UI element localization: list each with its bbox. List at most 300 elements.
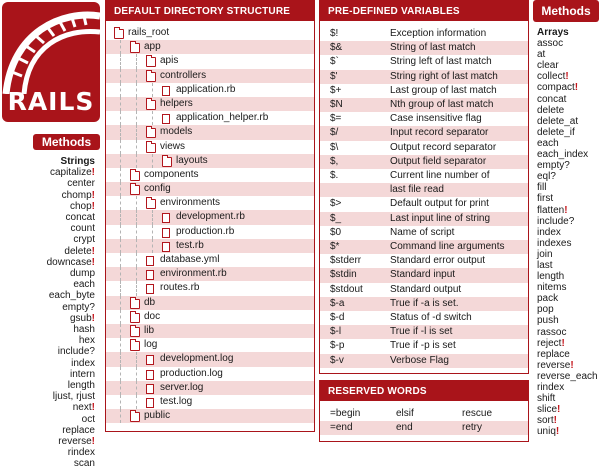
- tree-item-name: helpers: [160, 97, 193, 109]
- tree-item-name: config: [144, 183, 171, 195]
- array-method-item: [537, 349, 600, 360]
- method-name: at: [537, 49, 546, 61]
- folder-icon: [130, 412, 140, 422]
- tree-item-name: development.log: [160, 353, 234, 365]
- array-method-item: [537, 238, 600, 249]
- method-name: sort: [537, 415, 554, 427]
- directory-tree: [106, 21, 314, 423]
- variable-description: Standard output: [390, 283, 462, 295]
- variables-panel-title: PRE-DEFINED VARIABLES: [320, 1, 528, 21]
- variable-row: [320, 354, 528, 368]
- reserved-words-panel: [319, 380, 529, 442]
- string-method-item: [0, 458, 95, 469]
- variables-panel: [319, 0, 529, 374]
- string-method-item: [0, 313, 95, 324]
- method-name: chop: [69, 200, 92, 212]
- variable-name: $-p: [330, 340, 345, 352]
- variable-description: Output field separator: [390, 155, 487, 167]
- variable-description: Current line number of: [390, 170, 490, 182]
- string-method-item: [0, 234, 95, 245]
- variable-name: $.: [330, 170, 339, 182]
- array-method-item: [537, 116, 600, 127]
- string-method-item: [0, 335, 95, 346]
- string-method-item: [0, 257, 95, 268]
- string-method-item: [0, 178, 95, 189]
- tree-item-name: database.yml: [160, 254, 220, 265]
- tree-item-name: lib: [144, 324, 155, 336]
- method-name: include?: [537, 215, 575, 227]
- method-name: push: [537, 315, 559, 327]
- tree-item-name: views: [160, 140, 186, 152]
- variable-description: Last input line of string: [390, 212, 491, 224]
- bang-mark: !: [561, 337, 565, 349]
- variable-description: Input record separator: [390, 127, 489, 139]
- reserved-word: =end: [330, 422, 353, 433]
- array-method-item: [537, 193, 600, 204]
- folder-icon: [130, 43, 140, 53]
- variable-row: [320, 70, 528, 84]
- method-name: pop: [537, 304, 554, 316]
- array-method-item: [537, 293, 600, 304]
- variable-description: Name of script: [390, 226, 455, 238]
- rails-arch-icon: [2, 2, 100, 94]
- file-icon: [146, 284, 154, 294]
- string-method-item: [0, 190, 95, 201]
- method-name: intern: [69, 368, 95, 380]
- method-name: index: [71, 357, 95, 369]
- file-icon: [162, 228, 170, 238]
- tree-item-name: environment.rb: [160, 268, 227, 280]
- variable-name: $stdin: [330, 269, 357, 281]
- string-method-item: [0, 201, 95, 212]
- tree-row: [106, 395, 314, 409]
- method-name: reverse_each: [537, 370, 598, 382]
- method-name: replace: [537, 348, 570, 360]
- method-name: capitalize: [49, 167, 92, 179]
- method-name: pack: [537, 293, 559, 305]
- bang-mark: !: [564, 204, 568, 216]
- method-name: rassoc: [537, 326, 567, 338]
- variable-row: [320, 41, 528, 55]
- tree-item-name: components: [144, 168, 199, 180]
- logo-text: RAILS: [7, 87, 95, 116]
- bang-mark: !: [91, 167, 95, 179]
- directory-panel-title: DEFAULT DIRECTORY STRUCTURE: [106, 1, 314, 21]
- folder-icon: [130, 185, 140, 195]
- tree-item-name: app: [144, 41, 161, 53]
- folder-icon: [162, 157, 172, 167]
- method-name: uniq: [537, 426, 556, 438]
- string-methods-list: [0, 156, 95, 470]
- folder-icon: [114, 29, 124, 39]
- bang-mark: !: [91, 200, 95, 212]
- file-icon: [146, 270, 154, 280]
- folder-icon: [130, 299, 140, 309]
- method-name: delete_if: [537, 126, 575, 138]
- bang-mark: !: [91, 312, 95, 324]
- reserved-word: elsif: [396, 408, 414, 419]
- tree-item-name: doc: [144, 310, 161, 322]
- tree-row: [106, 381, 314, 395]
- variable-name: $_: [330, 212, 342, 224]
- reserved-row: [320, 421, 528, 435]
- reserved-word: =begin: [330, 408, 361, 419]
- variable-row: [320, 226, 528, 240]
- variable-row: [320, 311, 528, 325]
- variable-description: Last group of last match: [390, 84, 497, 96]
- string-method-item: [0, 279, 95, 290]
- method-name: concat: [65, 212, 95, 224]
- variable-row: [320, 339, 528, 353]
- variable-description: True if -p is set: [390, 340, 456, 352]
- method-name: hash: [73, 324, 95, 336]
- tree-item-name: public: [144, 410, 171, 422]
- tree-row: [106, 324, 314, 338]
- tree-row: [106, 253, 314, 267]
- array-methods-list: [537, 27, 600, 437]
- method-name: empty?: [537, 160, 570, 172]
- string-method-item: [0, 246, 95, 257]
- variable-row: [320, 27, 528, 41]
- directory-panel: [105, 0, 315, 432]
- array-method-item: [537, 327, 600, 338]
- variable-description: String of last match: [390, 42, 476, 54]
- folder-icon: [130, 171, 140, 181]
- tree-item-name: server.log: [160, 381, 204, 393]
- array-method-item: [537, 338, 600, 349]
- bang-mark: !: [91, 245, 95, 257]
- string-method-item: [0, 223, 95, 234]
- folder-icon: [146, 143, 156, 153]
- array-method-item: [537, 94, 600, 105]
- variable-name: $-d: [330, 312, 345, 324]
- tree-row: [106, 210, 314, 224]
- method-name: last: [537, 259, 553, 271]
- method-name: first: [537, 193, 554, 205]
- rails-logo: [2, 2, 100, 122]
- method-name: flatten: [537, 204, 565, 216]
- variable-name: $N: [330, 99, 343, 111]
- file-icon: [146, 355, 154, 365]
- string-method-item: [0, 402, 95, 413]
- file-icon: [162, 242, 170, 252]
- array-method-item: [537, 249, 600, 260]
- tree-row: [106, 267, 314, 281]
- array-method-item: [537, 49, 600, 60]
- bang-mark: !: [91, 256, 95, 268]
- tree-row: [106, 367, 314, 381]
- tree-item-name: models: [160, 126, 193, 138]
- variable-row: [320, 212, 528, 226]
- array-method-item: [537, 393, 600, 404]
- bang-mark: !: [557, 404, 561, 416]
- tree-item-name: environments: [160, 197, 221, 209]
- string-method-item: [0, 212, 95, 223]
- method-name: join: [537, 248, 553, 260]
- tree-row: [106, 196, 314, 210]
- variable-description: Standard error output: [390, 255, 486, 267]
- bang-mark: !: [91, 402, 95, 414]
- array-method-item: [537, 315, 600, 326]
- method-name: replace: [62, 424, 95, 436]
- method-name: compact: [537, 82, 575, 94]
- bang-mark: !: [91, 436, 95, 448]
- variable-name: $': [330, 70, 338, 82]
- method-name: length: [67, 380, 95, 392]
- method-name: slice: [537, 404, 558, 416]
- reserved-word: rescue: [462, 408, 493, 419]
- string-method-item: [0, 436, 95, 447]
- array-methods-heading: Arrays: [537, 27, 569, 38]
- array-method-item: [537, 38, 600, 49]
- method-name: include?: [57, 346, 95, 358]
- variable-name: [320, 183, 390, 197]
- string-method-item: [0, 290, 95, 301]
- reserved-word: retry: [462, 422, 482, 433]
- tree-row: [106, 140, 314, 154]
- tree-row: [106, 239, 314, 253]
- array-method-item: [537, 382, 600, 393]
- variable-description: Standard input: [390, 269, 456, 281]
- folder-icon: [146, 100, 156, 110]
- array-method-item: [537, 205, 600, 216]
- array-method-item: [537, 160, 600, 171]
- tree-row: [106, 26, 314, 40]
- method-name: eql?: [537, 171, 556, 183]
- method-name: scan: [73, 458, 95, 470]
- variable-description: True if -l is set: [390, 326, 453, 338]
- string-method-item: [0, 346, 95, 357]
- variable-row: [320, 197, 528, 211]
- tree-item-name: production.log: [160, 367, 223, 379]
- tree-row: [106, 83, 314, 97]
- method-name: concat: [537, 93, 567, 105]
- folder-icon: [146, 199, 156, 209]
- array-method-item: [537, 149, 600, 160]
- string-method-item: [0, 391, 95, 402]
- array-method-item: [537, 371, 600, 382]
- tree-row: [106, 338, 314, 352]
- method-name: length: [537, 271, 565, 283]
- variable-description: True if -a is set.: [390, 297, 459, 309]
- folder-icon: [130, 313, 140, 323]
- array-method-item: [537, 282, 600, 293]
- variable-name: $+: [330, 84, 342, 96]
- reserved-row: [320, 407, 528, 421]
- method-name: reverse: [58, 436, 92, 448]
- variable-description: Nth group of last match: [390, 99, 494, 111]
- variable-name: $stderr: [330, 255, 362, 267]
- method-name: dump: [69, 268, 95, 280]
- tree-item-name: log: [144, 339, 158, 351]
- folder-icon: [130, 341, 140, 351]
- tree-row: [106, 182, 314, 196]
- string-method-item: [0, 414, 95, 425]
- variable-name: $!: [330, 28, 339, 39]
- array-method-item: [537, 216, 600, 227]
- array-method-item: [537, 360, 600, 371]
- tree-row: [106, 69, 314, 83]
- bang-mark: !: [553, 415, 558, 427]
- method-name: chomp: [61, 189, 92, 201]
- tree-item-name: test.log: [160, 395, 193, 407]
- variable-row: [320, 240, 528, 254]
- tree-item-name: rails_root: [128, 27, 170, 38]
- tree-item-name: routes.rb: [160, 282, 200, 294]
- method-name: nitems: [537, 282, 567, 294]
- array-method-item: [537, 260, 600, 271]
- tree-row: [106, 40, 314, 54]
- array-method-item: [537, 426, 600, 437]
- method-name: crypt: [73, 234, 95, 246]
- tree-item-name: application_helper.rb: [176, 112, 269, 124]
- string-method-item: [0, 324, 95, 335]
- variable-row: [320, 55, 528, 69]
- variable-name: $>: [330, 198, 342, 210]
- variable-description: last file read: [390, 184, 444, 196]
- bang-mark: !: [91, 189, 95, 201]
- reserved-words-title: RESERVED WORDS: [320, 381, 528, 401]
- folder-icon: [146, 57, 156, 67]
- variables-table: [320, 21, 528, 368]
- tree-row: [106, 97, 314, 111]
- variable-description: Output record separator: [390, 141, 497, 153]
- method-name: each: [73, 279, 95, 291]
- method-name: shift: [537, 393, 556, 405]
- method-name: assoc: [537, 38, 564, 50]
- string-method-item: [0, 369, 95, 380]
- method-name: center: [67, 178, 95, 190]
- method-name: count: [70, 223, 95, 235]
- tree-row: [106, 54, 314, 68]
- method-name: rindex: [67, 447, 95, 459]
- bang-mark: !: [555, 426, 560, 438]
- method-name: index: [537, 226, 561, 238]
- file-icon: [162, 86, 170, 96]
- variable-row: [320, 268, 528, 282]
- array-method-item: [537, 105, 600, 116]
- variable-name: $*: [330, 241, 340, 253]
- bang-mark: !: [570, 359, 574, 371]
- variable-row: [320, 98, 528, 112]
- string-method-item: [0, 268, 95, 279]
- method-name: delete: [537, 104, 565, 116]
- array-method-item: [537, 82, 600, 93]
- file-icon: [146, 398, 154, 408]
- array-method-item: [537, 404, 600, 415]
- method-name: delete_at: [537, 115, 579, 127]
- file-icon: [162, 213, 170, 223]
- folder-icon: [146, 72, 156, 82]
- variable-row: [320, 112, 528, 126]
- array-method-item: [537, 227, 600, 238]
- method-name: reject: [537, 337, 562, 349]
- variable-row: [320, 141, 528, 155]
- variable-row: [320, 169, 528, 183]
- variable-row: [320, 126, 528, 140]
- method-name: each_byte: [48, 290, 95, 302]
- string-method-item: [0, 425, 95, 436]
- method-name: clear: [537, 60, 559, 72]
- method-name: ljust, rjust: [52, 391, 95, 403]
- tree-item-name: db: [144, 296, 156, 308]
- bang-mark: !: [565, 71, 569, 83]
- variable-row: [320, 183, 528, 197]
- method-name: downcase: [46, 256, 92, 268]
- string-methods-heading: Strings: [60, 156, 95, 167]
- array-method-item: [537, 304, 600, 315]
- variable-description: Verbose Flag: [390, 354, 449, 366]
- variable-name: $-v: [330, 354, 344, 366]
- file-icon: [146, 370, 154, 380]
- method-name: rindex: [537, 382, 565, 393]
- file-icon: [162, 114, 170, 124]
- tree-row: [106, 352, 314, 366]
- right-methods-header: Methods: [533, 0, 599, 22]
- method-name: collect: [537, 71, 566, 83]
- tree-row: [106, 281, 314, 295]
- file-icon: [146, 256, 154, 266]
- folder-icon: [146, 128, 156, 138]
- tree-item-name: controllers: [160, 69, 207, 81]
- tree-item-name: test.rb: [176, 239, 204, 251]
- variable-description: Command line arguments: [390, 241, 505, 253]
- array-method-item: [537, 138, 600, 149]
- method-name: indexes: [537, 237, 572, 249]
- bang-mark: !: [574, 82, 579, 94]
- variable-description: Status of -d switch: [390, 312, 472, 324]
- array-method-item: [537, 127, 600, 138]
- variable-description: Exception information: [390, 28, 487, 39]
- variable-row: [320, 283, 528, 297]
- variable-name: $=: [330, 113, 342, 125]
- tree-row: [106, 154, 314, 168]
- variable-name: $-l: [330, 326, 342, 338]
- tree-item-name: apis: [160, 55, 179, 67]
- reserved-word: end: [396, 422, 413, 433]
- tree-item-name: development.rb: [176, 211, 245, 223]
- string-method-item: [0, 167, 95, 178]
- tree-row: [106, 409, 314, 423]
- variable-name: $&: [330, 42, 343, 54]
- variable-name: $/: [330, 127, 339, 139]
- method-name: next: [72, 402, 92, 414]
- tree-item-name: application.rb: [176, 83, 236, 95]
- variable-name: $stdout: [330, 283, 363, 295]
- string-method-item: [0, 358, 95, 369]
- variable-row: [320, 325, 528, 339]
- file-icon: [146, 384, 154, 394]
- variable-row: [320, 84, 528, 98]
- variable-row: [320, 155, 528, 169]
- tree-item-name: production.rb: [176, 225, 235, 237]
- array-method-item: [537, 271, 600, 282]
- tree-item-name: layouts: [176, 154, 208, 166]
- method-name: hex: [78, 335, 95, 347]
- array-method-item: [537, 415, 600, 426]
- variable-name: $,: [330, 155, 339, 167]
- variable-description: Default output for print: [390, 198, 489, 210]
- folder-icon: [130, 327, 140, 337]
- array-method-item: [537, 182, 600, 193]
- method-name: each: [537, 137, 559, 149]
- method-name: oct: [81, 413, 95, 425]
- tree-row: [106, 310, 314, 324]
- tree-row: [106, 111, 314, 125]
- method-name: delete: [64, 245, 92, 257]
- tree-row: [106, 296, 314, 310]
- array-method-item: [537, 71, 600, 82]
